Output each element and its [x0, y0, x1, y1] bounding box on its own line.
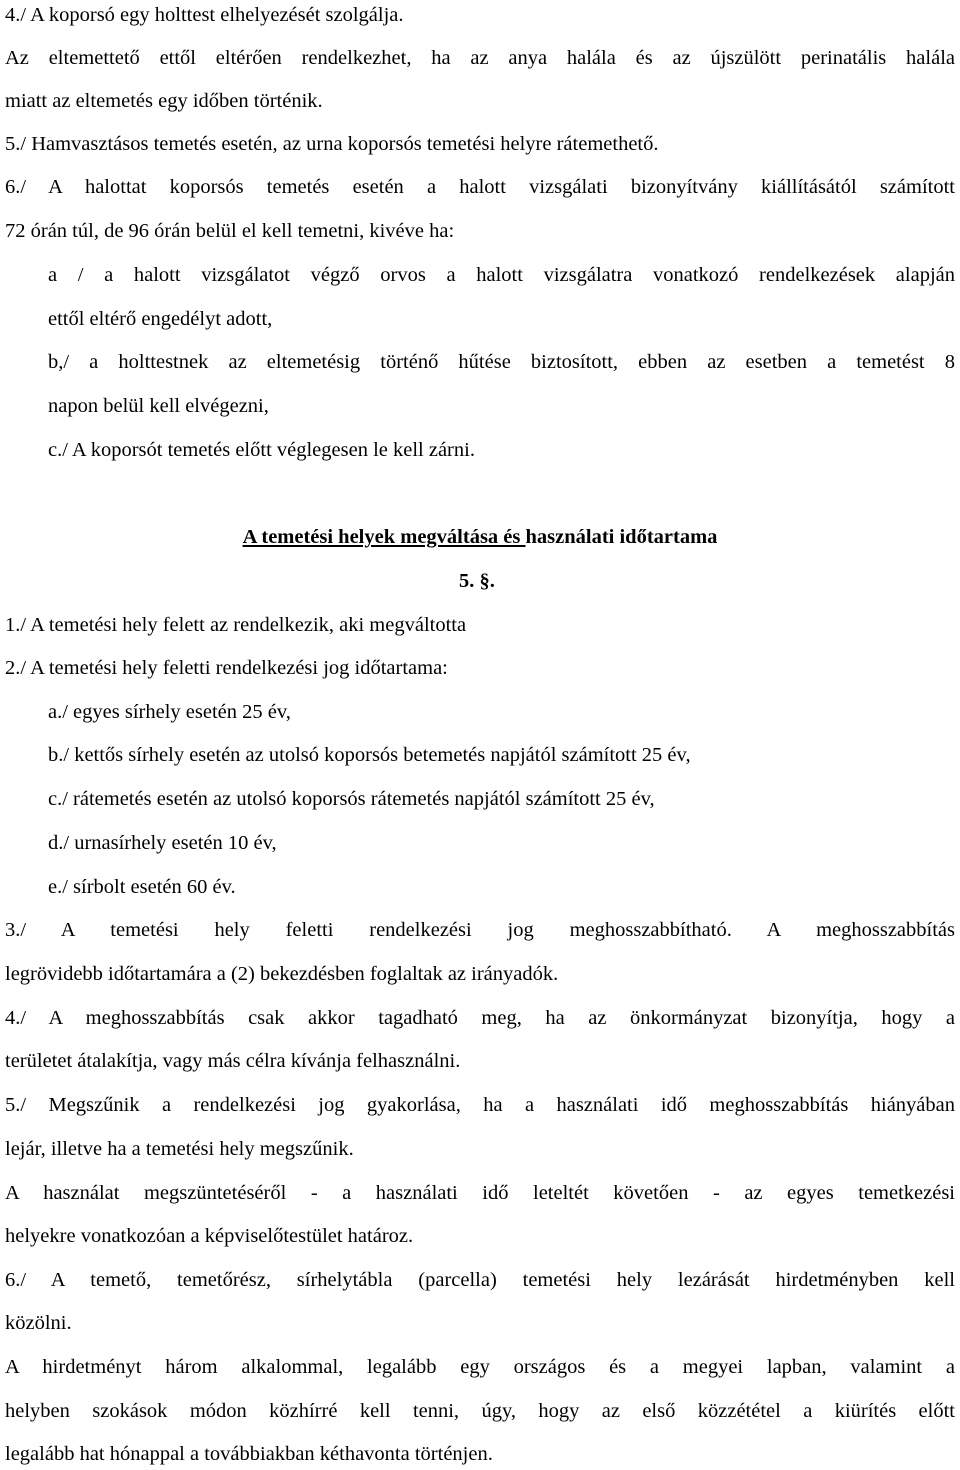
section-heading [0, 524, 960, 550]
heading-rest: használati időtartama [525, 526, 718, 548]
text-line: A hirdetményt három alkalommal, legalább egy országos és a megyei lapban, valamint a [5, 1356, 955, 1378]
list-item: e./ sírbolt esetén 60 év. [48, 876, 236, 898]
text-line: 72 órán túl, de 96 órán belül el kell temetni, kivéve ha: [5, 220, 455, 242]
text-line: Az eltemettető ettől eltérően rendelkezhet, ha az anya halála és az újszülött perinatális halála [5, 47, 955, 69]
list-item: b./ kettős sírhely esetén az utolsó koporsós betemetés napjától számított 25 év, [48, 744, 691, 766]
text-line: miatt az eltemetés egy időben történik. [5, 90, 323, 112]
text-line: lejár, illetve ha a temetési hely megszűnik. [5, 1138, 354, 1160]
text-line: 5./ Hamvasztásos temetés esetén, az urna koporsós temetési helyre rátemethető. [5, 133, 659, 155]
paragraph-mark: 5. §. [459, 570, 495, 592]
text-line: legalább hat hónappal a továbbiakban kéthavonta történjen. [5, 1443, 493, 1465]
text-line: 4./ A koporsó egy holttest elhelyezését szolgálja. [5, 4, 404, 26]
list-item: ettől eltérő engedélyt adott, [48, 308, 273, 330]
list-item: d./ urnasírhely esetén 10 év, [48, 832, 277, 854]
list-item: c./ A koporsót temetés előtt véglegesen le kell zárni. [48, 439, 475, 461]
list-item: napon belül kell elvégezni, [48, 395, 269, 417]
text-line: legrövidebb időtartamára a (2) bekezdésben foglaltak az irányadók. [5, 963, 559, 985]
text-line: területet átalakítja, vagy más célra kívánja felhasználni. [5, 1050, 461, 1072]
list-item: c./ rátemetés esetén az utolsó koporsós rátemetés napjától számított 25 év, [48, 788, 655, 810]
text-line: helyekre vonatkozóan a képviselőtestület határoz. [5, 1225, 414, 1247]
text-line: 2./ A temetési hely feletti rendelkezési jog időtartama: [5, 657, 448, 679]
text-line: 3./ A temetési hely feletti rendelkezési jog meghosszabbítható. A meghosszabbítás [5, 919, 955, 941]
text-line: 1./ A temetési hely felett az rendelkezik, aki megváltotta [5, 614, 467, 636]
text-line: közölni. [5, 1312, 72, 1334]
heading-underlined: A temetési helyek megváltása és [242, 526, 526, 548]
list-item: b,/ a holttestnek az eltemetésig történő hűtése biztosított, ebben az esetben a temetést 8 [48, 351, 955, 373]
text-line: A használat megszüntetéséről - a használati idő leteltét követően - az egyes temetkezési [5, 1182, 955, 1204]
text-line: helyben szokások módon közhírré kell tenni, úgy, hogy az első közzététel a kiürítés előtt [5, 1400, 955, 1422]
text-line: 5./ Megszűnik a rendelkezési jog gyakorlása, ha a használati idő meghosszabbítás hiányában [5, 1094, 955, 1116]
list-item: a / a halott vizsgálatot végző orvos a halott vizsgálatra vonatkozó rendelkezések alapján [48, 264, 955, 286]
text-line: 6./ A temető, temetőrész, sírhelytábla (parcella) temetési hely lezárását hirdetményben kell [5, 1269, 955, 1291]
text-line: 4./ A meghosszabbítás csak akkor tagadható meg, ha az önkormányzat bizonyítja, hogy a [5, 1007, 955, 1029]
list-item: a./ egyes sírhely esetén 25 év, [48, 701, 291, 723]
text-line: 6./ A halottat koporsós temetés esetén a halott vizsgálati bizonyítvány kiállításától számított [5, 176, 955, 198]
